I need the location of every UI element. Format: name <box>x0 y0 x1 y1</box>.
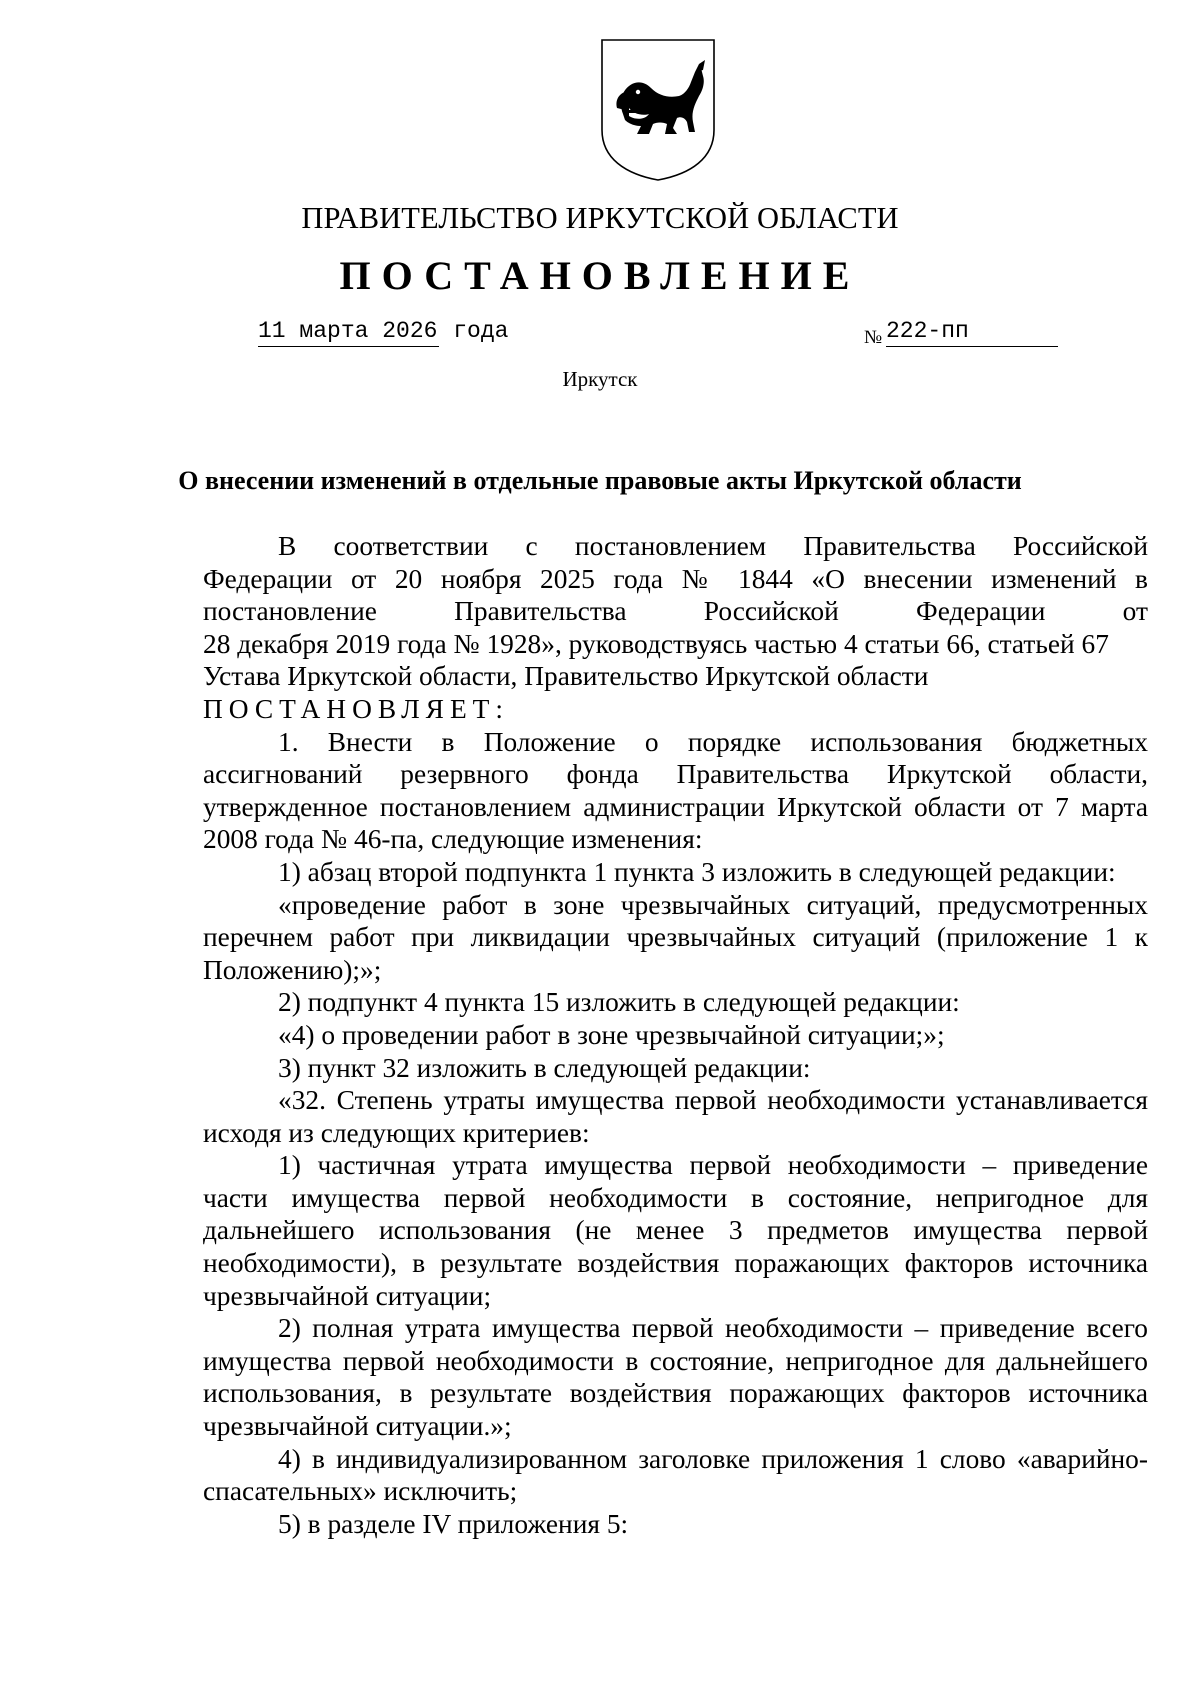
paragraph: 1) абзац второй подпункта 1 пункта 3 изложить в следующей редакции: <box>278 856 1116 887</box>
document-type: ПОСТАНОВЛЕНИЕ <box>339 253 861 298</box>
document-number: 222-пп <box>886 316 1058 347</box>
resolves-word: ПОСТАНОВЛЯЕТ: <box>203 693 510 724</box>
paragraph: 1) частичная утрата имущества первой необходимости – приведение части имущества первой необходимости в состояние, непригодное для дальнейшего использования (не менее 3 предметов имущества первой необходимости), в результате воздействия поражающих факторов источника чрезвычайной ситуации; <box>203 1150 1148 1311</box>
paragraph: 5) в разделе IV приложения 5: <box>278 1508 629 1539</box>
city: Иркутск <box>562 367 638 391</box>
government-name: ПРАВИТЕЛЬСТВО ИРКУТСКОЙ ОБЛАСТИ <box>301 201 899 235</box>
document-title: О внесении изменений в отдельные правовые акты Иркутской области <box>178 466 1022 495</box>
date-suffix: года <box>439 318 509 344</box>
date-value: 11 марта 2026 <box>258 316 439 347</box>
babr-emblem-icon <box>599 38 717 182</box>
coat-of-arms-emblem <box>599 38 717 182</box>
document-date <box>258 316 508 347</box>
preamble-line: В соответствии с постановлением Правительства Российской <box>278 531 1148 561</box>
document-body <box>203 530 1148 1540</box>
paragraph: «32. Степень утраты имущества первой необходимости устанавливается исходя из следующих критериев: <box>203 1085 1148 1148</box>
paragraph: 3) пункт 32 изложить в следующей редакции: <box>278 1052 811 1083</box>
paragraph: «проведение работ в зоне чрезвычайных ситуаций, предусмотренных перечнем работ при ликвидации чрезвычайных ситуаций (приложение 1 к Положению);»; <box>203 889 1148 985</box>
paragraph: 2) полная утрата имущества первой необходимости – приведение всего имущества первой необходимости в состояние, непригодное для дальнейшего использования, в результате воздействия поражающих факторов источника чрезвычайной ситуации.»; <box>203 1313 1148 1442</box>
preamble-line: Устава Иркутской области, Правительство Иркутской области <box>203 661 929 692</box>
preamble-line: постановление Правительства Российской Федерации от <box>203 596 1148 627</box>
paragraph: 1. Внести в Положение о порядке использования бюджетных ассигнований резервного фонда Правительства Иркутской области, утвержденное постановлением администрации Иркутской области от 7 марта 2008 года № 46-па, следующие изменения: <box>203 726 1148 855</box>
paragraph: 2) подпункт 4 пункта 15 изложить в следующей редакции: <box>278 987 960 1018</box>
preamble-line: Федерации от 20 ноября 2025 года № 1844 «О внесении изменений в <box>203 563 1148 594</box>
preamble-line: 28 декабря 2019 года № 1928», руководствуясь частью 4 статьи 66, статьей 67 <box>203 628 1109 659</box>
paragraph: «4) о проведении работ в зоне чрезвычайной ситуации;»; <box>278 1019 945 1050</box>
paragraph: 4) в индивидуализированном заголовке приложения 1 слово «аварийно-спасательных» исключить; <box>203 1443 1148 1507</box>
number-label: № <box>864 327 883 348</box>
